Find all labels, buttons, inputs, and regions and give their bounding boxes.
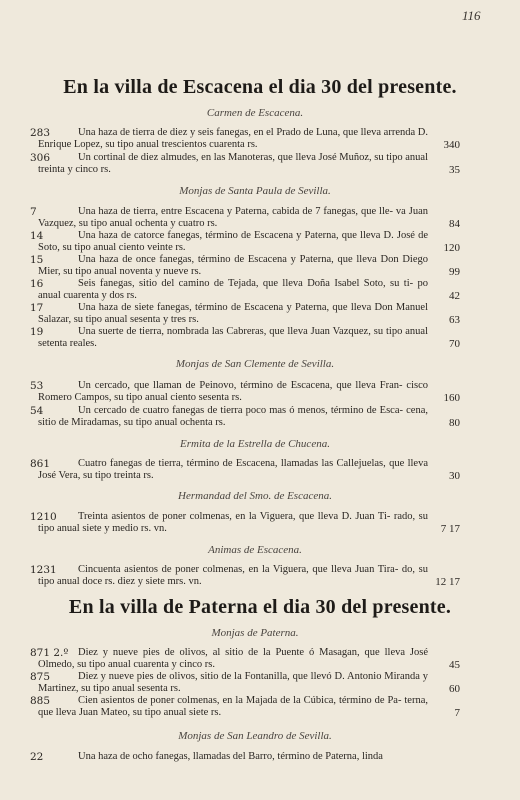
entry-value: 160 [443, 392, 460, 404]
section-heading-santa-paula: Monjas de Santa Paula de Sevilla. [179, 185, 331, 197]
section-heading-carmen: Carmen de Escacena. [206, 107, 304, 119]
village-heading-escacena: En la villa de Escacena el dia 30 del presente. [63, 76, 457, 98]
entry-value: 60 [449, 683, 460, 695]
entry-value: 120 [443, 242, 460, 254]
entry-text: Cien asientos de poner colmenas, en la Majada de la Cúbica, término de Pa- terna, que lleva Juan Mateo, su tipo anual siete rs. [38, 695, 428, 718]
entry-text: Una haza de once fanegas, término de Escacena y Paterna, que lleva Don Diego Mier, su tipo anual noventa y nueve rs. [38, 254, 428, 277]
entry-text: Un cercado de cuatro fanegas de tierra poco mas ó menos, término de Esca- cena, sitio de Miradamas, su tipo anual ochenta rs. [38, 405, 428, 428]
entry-number: 14 [30, 230, 44, 242]
entry-text: Una haza de tierra, entre Escacena y Paterna, cabida de 7 fanegas, que lle- va Juan Vazquez, su tipo anual ochenta y cuatro rs. [38, 206, 428, 229]
entry-number: 17 [30, 302, 44, 314]
section-heading-hermandad: Hermandad del Smo. de Escacena. [178, 490, 332, 502]
entry-text: Un cortinal de diez almudes, en las Manoteras, que lleva José Muñoz, su tipo anual treinta y cinco rs. [38, 152, 428, 175]
entry-number: 875 [30, 671, 51, 683]
entry-value: 12 17 [435, 576, 460, 588]
section-heading-san-clemente: Monjas de San Clemente de Sevilla. [175, 358, 335, 370]
entry-text: Una haza de siete fanegas, término de Escacena y Paterna, que lleva Don Manuel Salazar, su tipo anual sesenta y tres rs. [38, 302, 428, 325]
entry-number: 53 [30, 380, 44, 392]
entry-number: 1210 [30, 511, 57, 523]
entry-text: Cuatro fanegas de tierra, término de Escacena, llamadas las Callejuelas, que lleva José Vera, su tipo treinta rs. [38, 458, 428, 481]
entry-value: 63 [449, 314, 460, 326]
entry-number: 19 [30, 326, 44, 338]
section-heading-animas: Animas de Escacena. [208, 544, 302, 556]
entry-number: 22 [30, 751, 44, 763]
entry-text: Seis fanegas, sitio del camino de Tejada, que lleva Doña Isabel Soto, su ti- po anual cuarenta y dos rs. [38, 278, 428, 301]
entry-value: 7 17 [440, 523, 460, 535]
entry-text: Una suerte de tierra, nombrada las Cabreras, que lleva Juan Vazquez, su tipo anual setenta reales. [38, 326, 428, 349]
entry-number: 283 [30, 127, 51, 139]
entry-text: Diez y nueve pies de olivos, sitio de la Fontanilla, que llevó D. Antonio Miranda y Martinez, su tipo anual sesenta rs. [38, 671, 428, 694]
section-heading-ermita: Ermita de la Estrella de Chucena. [180, 438, 330, 450]
entry-number: 16 [30, 278, 44, 290]
entry-value: 99 [449, 266, 460, 278]
entry-number: 885 [30, 695, 51, 707]
entry-number: 7 [30, 206, 37, 218]
entry-text: Cincuenta asientos de poner colmenas, en la Viguera, que lleva Juan Tira- do, su tipo anual doce rs. diez y siete mrs. vn. [38, 564, 428, 587]
entry-number: 1231 [30, 564, 57, 576]
entry-value: 80 [449, 417, 460, 429]
entry-text: Treinta asientos de poner colmenas, en la Viguera, que lleva D. Juan Ti- rado, su tipo anual siete y medio rs. vn. [38, 511, 428, 534]
entry-number: 54 [30, 405, 44, 417]
entry-text: Una haza de ocho fanegas, llamadas del Barro, término de Paterna, linda [78, 751, 383, 762]
entry-value: 30 [449, 470, 460, 482]
entry-number: 15 [30, 254, 44, 266]
entry-text: Diez y nueve pies de olivos, al sitio de la Puente ó Masagan, que lleva José Olmedo, su tipo anual cuarenta y cinco rs. [38, 647, 428, 670]
entry-text: Un cercado, que llaman de Peinovo, término de Escacena, que lleva Fran- cisco Romero Campos, su tipo anual ciento sesenta rs. [38, 380, 428, 403]
entry-value: 70 [449, 338, 460, 350]
entry-value: 84 [449, 218, 460, 230]
entry-number: 871 2.º [30, 647, 69, 659]
entry-value: 340 [443, 139, 460, 151]
village-heading-paterna: En la villa de Paterna el dia 30 del presente. [68, 596, 452, 618]
page-number: 116 [462, 8, 481, 23]
entry-value: 7 [454, 707, 460, 719]
entry-text: Una haza de tierra de diez y seis fanegas, en el Prado de Luna, que lleva arrenda D. Enrique Lopez, su tipo anual trescientos cuarenta rs. [38, 127, 428, 150]
entry-number: 861 [30, 458, 51, 470]
entry-value: 45 [449, 659, 460, 671]
entry-text: Una haza de catorce fanegas, término de Escacena y Paterna, que lleva D. José de Soto, su tipo anual ciento veinte rs. [38, 230, 428, 253]
entry-number: 306 [30, 152, 51, 164]
entry-value: 42 [449, 290, 460, 302]
section-heading-monjas-paterna: Monjas de Paterna. [211, 627, 299, 639]
section-heading-san-leandro: Monjas de San Leandro de Sevilla. [178, 730, 332, 742]
entry-value: 35 [449, 164, 460, 176]
